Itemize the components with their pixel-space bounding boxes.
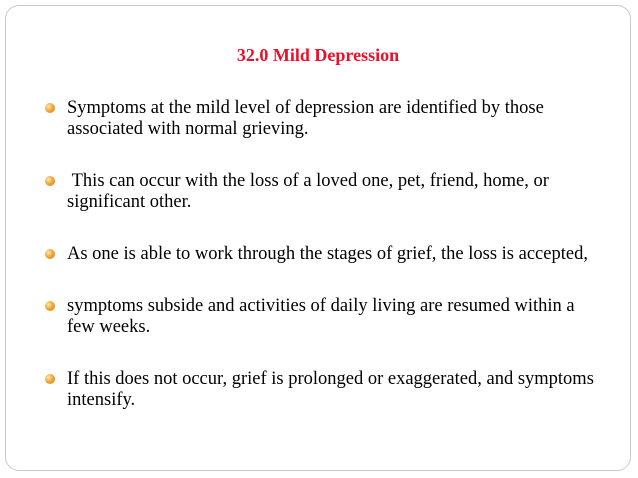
list-item (42, 369, 602, 411)
slide-title: 32.0 Mild Depression (236, 45, 400, 65)
bullet-text: This can occur with the loss of a loved one, pet, friend, home, or significant other. (67, 171, 554, 212)
slide (5, 5, 631, 471)
bullet-text: If this does not occur, grief is prolonged or exaggerated, and symptoms intensify. (67, 369, 594, 410)
bullet-text: Symptoms at the mild level of depression are identified by those associated with normal grieving. (67, 98, 544, 139)
bullet-text: As one is able to work through the stages of grief, the loss is accepted, (67, 244, 588, 264)
bullet-dot-icon (45, 103, 55, 113)
bullet-text: symptoms subside and activities of daily living are resumed within a few weeks. (67, 296, 575, 337)
bullet-dot-icon (45, 374, 55, 384)
list-item (42, 244, 602, 265)
list-item (42, 98, 602, 140)
bullet-dot-icon (45, 176, 55, 186)
bullet-dot-icon (45, 249, 55, 259)
bullet-dot-icon (45, 301, 55, 311)
list-item (42, 171, 602, 213)
bullet-list (42, 98, 602, 442)
list-item (42, 296, 602, 338)
